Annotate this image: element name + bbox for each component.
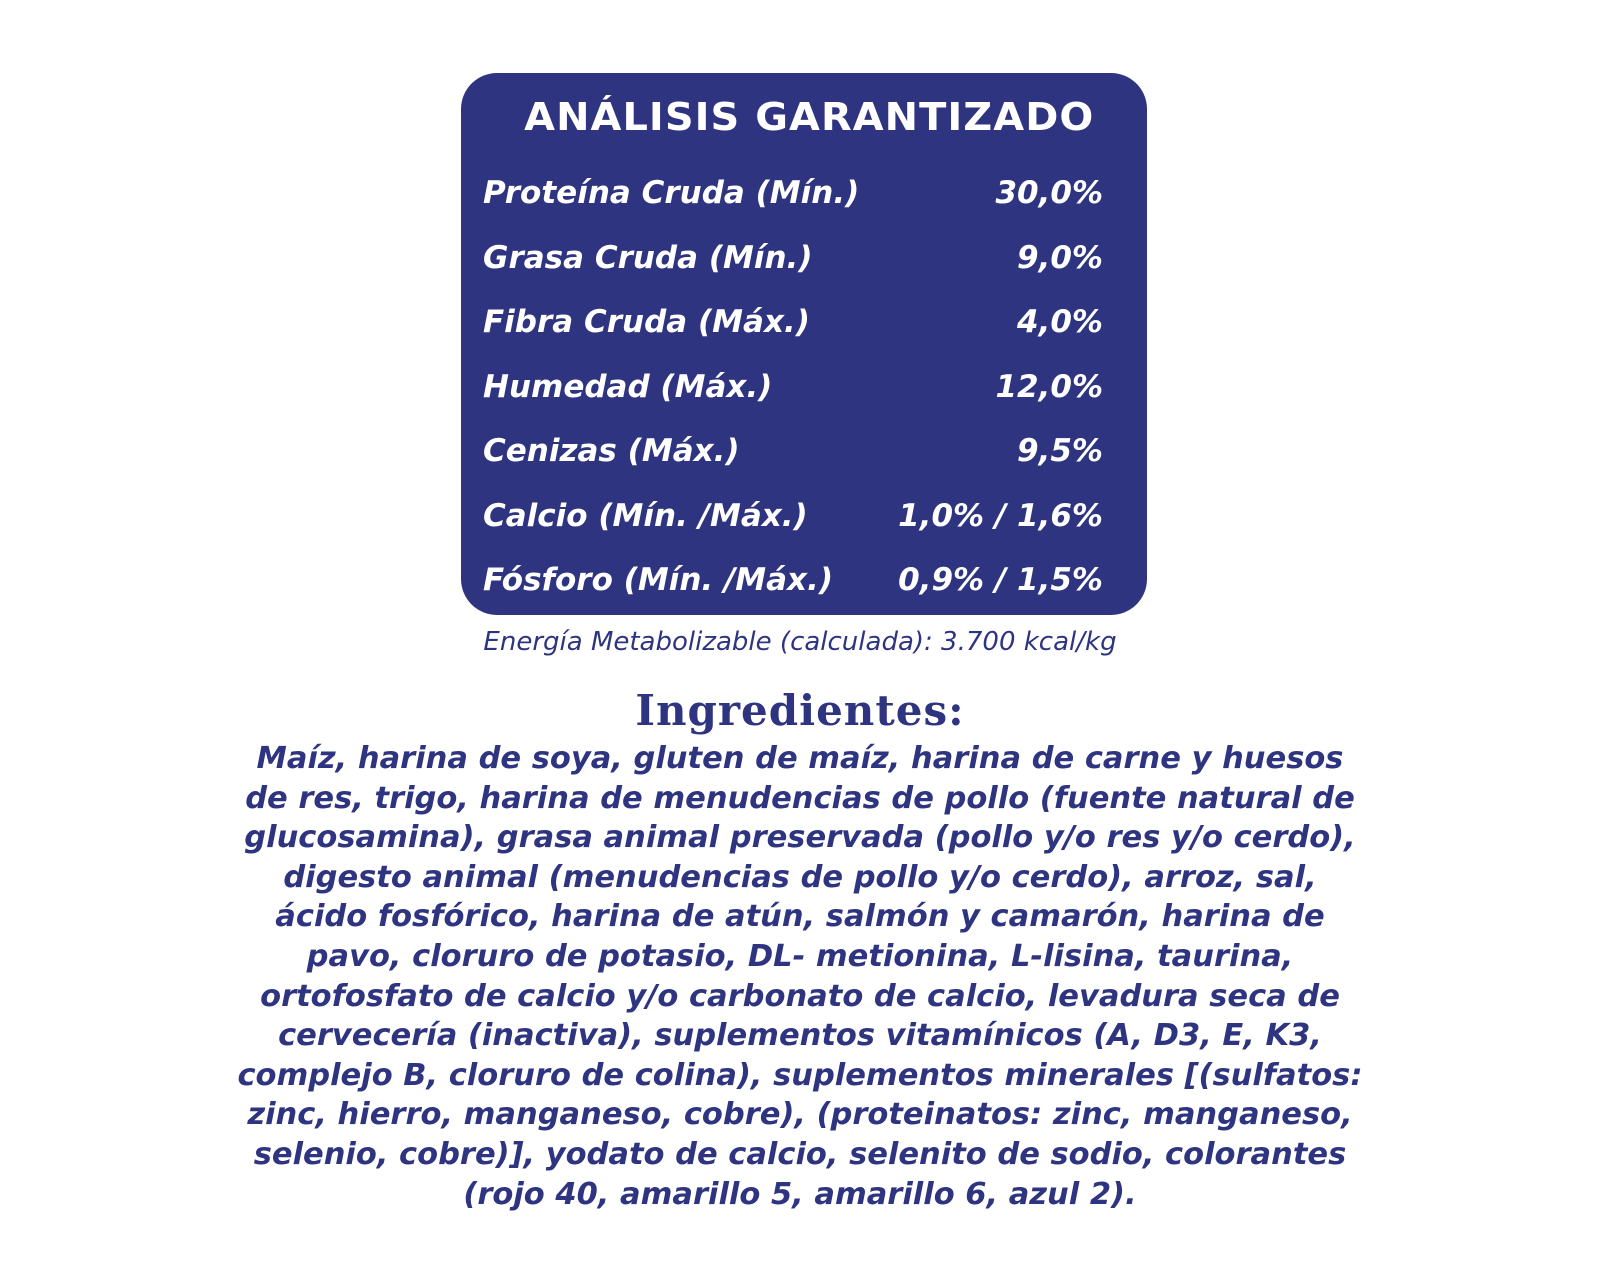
analysis-row-label: Fibra Cruda (Máx.) [483, 304, 810, 341]
analysis-row-value: 1,0% / 1,6% [898, 497, 1103, 534]
analysis-row-value: 0,9% / 1,5% [898, 562, 1103, 599]
ingredients-list [230, 739, 1370, 1214]
analysis-row-value: 9,5% [1017, 433, 1103, 470]
ingredients-line: digesto animal (menudencias de pollo y/o cerdo), arroz, sal, [283, 859, 1317, 895]
metabolizable-energy-note: Energía Metabolizable (calculada): 3.700 kcal/kg [483, 627, 1117, 657]
ingredients-line: Maíz, harina de soya, gluten de maíz, harina de carne y huesos [256, 741, 1344, 776]
analysis-row [483, 226, 1103, 291]
ingredients-line: cervecería (inactiva), suplementos vitamínicos (A, D3, E, K3, [278, 1018, 1322, 1054]
analysis-row [483, 484, 1103, 549]
analysis-row [483, 161, 1103, 226]
analysis-row [483, 548, 1103, 613]
analysis-title: ANÁLISIS GARANTIZADO [524, 95, 1095, 139]
ingredients-line: complejo B, cloruro de colina), suplementos minerales [(sulfatos: [237, 1057, 1363, 1093]
ingredients-line: selenio, cobre)], yodato de calcio, selenito de sodio, colorantes [253, 1136, 1347, 1172]
ingredients-line: glucosamina), grasa animal preservada (pollo y/o res y/o cerdo), [244, 820, 1356, 856]
ingredients-line: pavo, cloruro de potasio, DL- metionina, L-lisina, taurina, [306, 938, 1294, 974]
ingredients-line: zinc, hierro, manganeso, cobre), (proteinatos: zinc, manganeso, [247, 1097, 1353, 1133]
analysis-row-label: Cenizas (Máx.) [483, 433, 740, 470]
analysis-row-label: Calcio (Mín. /Máx.) [483, 497, 808, 534]
analysis-row-value: 9,0% [1017, 239, 1103, 276]
ingredients-line: ortofosfato de calcio y/o carbonato de calcio, levadura seca de [260, 978, 1340, 1014]
analysis-row-label: Humedad (Máx.) [483, 368, 773, 405]
analysis-row-value: 12,0% [995, 368, 1103, 405]
ingredients-line: ácido fosfórico, harina de atún, salmón y camarón, harina de [275, 899, 1325, 935]
ingredients-heading: Ingredientes: [635, 686, 965, 735]
ingredients-line: de res, trigo, harina de menudencias de pollo (fuente natural de [245, 780, 1355, 816]
analysis-row-value: 4,0% [1017, 304, 1103, 341]
analysis-row-value: 30,0% [995, 175, 1103, 212]
analysis-rows [483, 161, 1103, 613]
analysis-row-label: Grasa Cruda (Mín.) [483, 239, 813, 276]
analysis-row-label: Proteína Cruda (Mín.) [483, 175, 860, 212]
analysis-row [483, 290, 1103, 355]
guaranteed-analysis-panel [461, 73, 1147, 615]
analysis-row [483, 419, 1103, 484]
analysis-row-label: Fósforo (Mín. /Máx.) [483, 562, 833, 599]
analysis-row [483, 355, 1103, 420]
ingredients-line: (rojo 40, amarillo 5, amarillo 6, azul 2). [463, 1176, 1137, 1212]
